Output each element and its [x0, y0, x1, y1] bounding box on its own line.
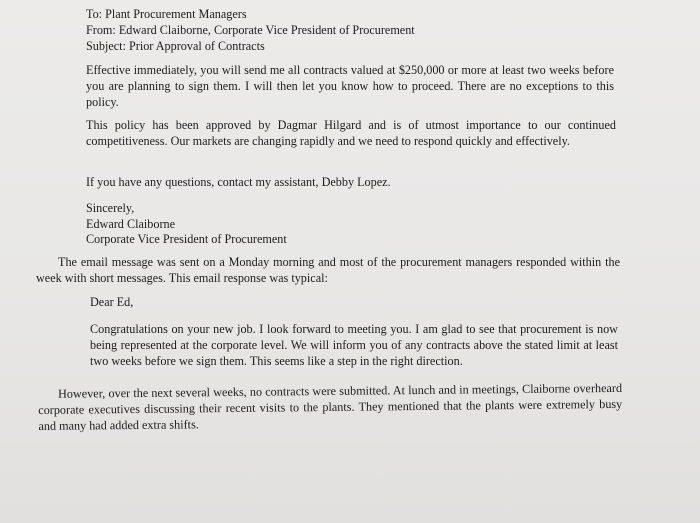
narrative-paragraph-outcome: However, over the next several weeks, no contracts were submitted. At lunch and in meetings, Claiborne overheard corporate executives discussing their recent visits to the plants. They mentioned that the plants were extremely busy and many had added extra shifts. — [38, 380, 623, 433]
signature-name: Edward Claiborne — [86, 216, 176, 231]
signature-closing: Sincerely, — [86, 201, 135, 215]
reply-greeting: Dear Ed, — [90, 295, 134, 309]
memo-header — [86, 6, 415, 54]
narrative-paragraph-responses: The email message was sent on a Monday morning and most of the procurement managers responded within the week with short messages. This email response was typical: — [36, 255, 620, 285]
memo-to-line: To: Plant Procurement Managers — [86, 7, 247, 21]
memo-paragraph-contact: If you have any questions, contact my assistant, Debby Lopez. — [86, 175, 391, 189]
reply-body: Congratulations on your new job. I look forward to meeting you. I am glad to see that procurement is now being represented at the corporate level. We will inform you of any contracts above the stated limit at least two weeks before we sign them. This seems like a step in the right direction. — [90, 322, 618, 368]
memo-from-line: From: Edward Claiborne, Corporate Vice President of Procurement — [86, 23, 415, 37]
memo-paragraph-policy: Effective immediately, you will send me all contracts valued at $250,000 or more at least two weeks before you are planning to sign them. I will then let you know how to proceed. There are no exceptions to this policy. — [86, 63, 614, 109]
signature-title: Corporate Vice President of Procurement — [86, 232, 287, 247]
memo-paragraph-approval: This policy has been approved by Dagmar Hilgard and is of utmost importance to our continued competitiveness. Our markets are changing rapidly and we need to respond quickly and effectively. — [86, 118, 616, 148]
memo-signature — [86, 201, 287, 248]
memo-subject-line: Subject: Prior Approval of Contracts — [86, 39, 265, 53]
